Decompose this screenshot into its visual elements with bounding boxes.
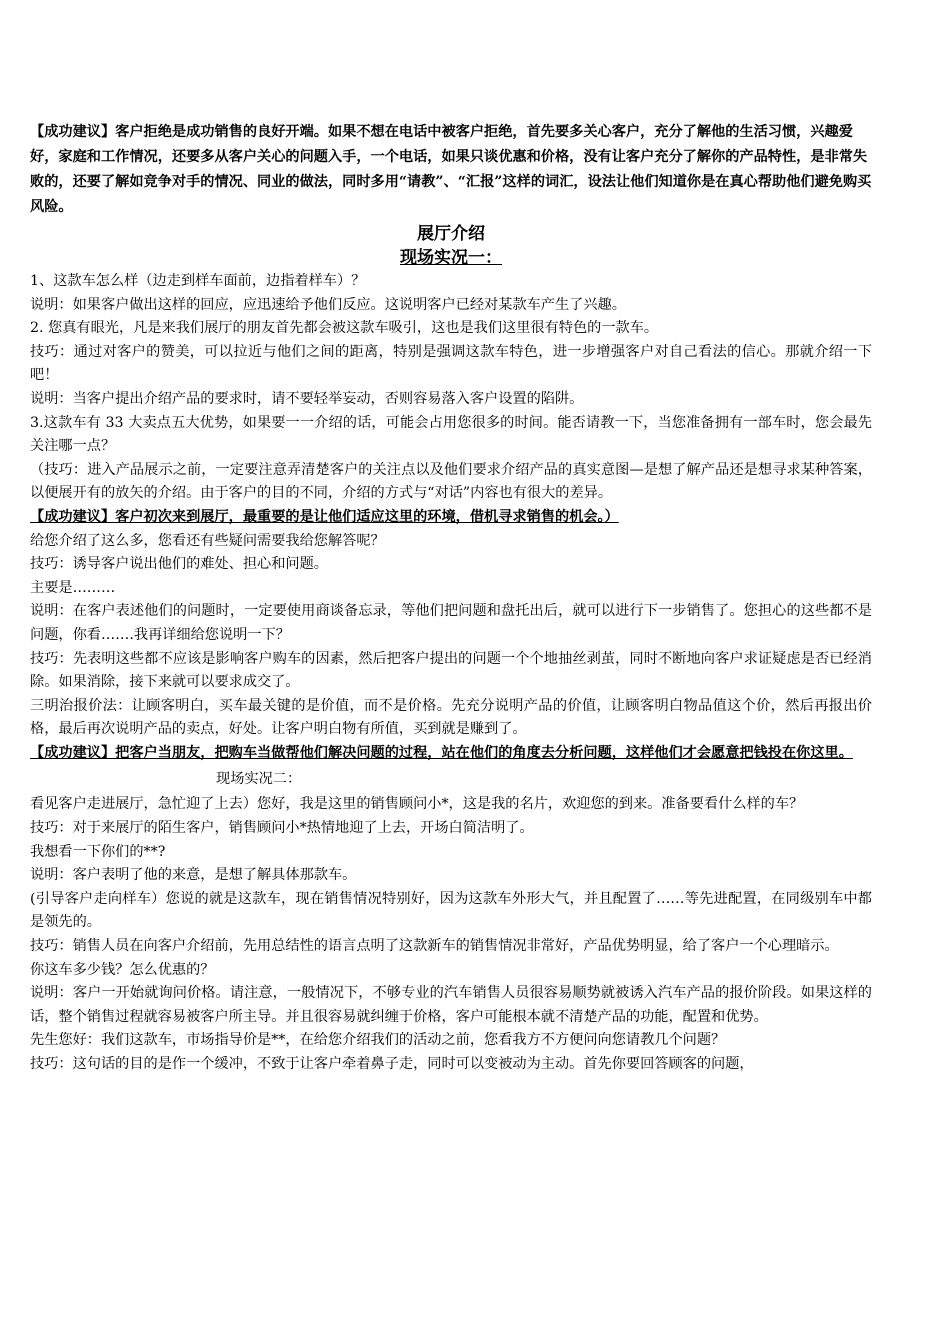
paragraph: 说明：如果客户做出这样的回应，应迅速给予他们反应。这说明客户已经对某款车产生了兴趣。 (30, 296, 626, 313)
paragraph: 先生您好：我们这款车，市场指导价是**，在给您介绍我们的活动之前，您看我方不方便问向您请教几个问题？ (30, 1032, 726, 1049)
document-page (30, 120, 872, 1077)
paragraph: 你这车多少钱？怎么优惠的？ (30, 961, 215, 978)
paragraph: 看见客户走进展厅，急忙迎了上去）您好，我是这里的销售顾问小*，这是我的名片，欢迎您的到来。准备要看什么样的车？ (30, 796, 804, 813)
intro-suggestion: 【成功建议】客户拒绝是成功销售的良好开端。如果不想在电话中被客户拒绝，首先要多关心客户，充分了解他的生活习惯，兴趣爱好，家庭和工作情况，还要多从客户关心的问题入手，一个电话，如果只谈优惠和价格，没有让客户充分了解你的产品特性，是非常失败的，还要了解如竞争对手的情况、同业的做法，同时多用“请教”、“汇报”这样的词汇，设法让他们知道你是在真心帮助他们避免购买风险。 (30, 124, 872, 215)
scene1-title-text: 现场实况一： (400, 248, 502, 268)
paragraph: 给您介绍了这么多，您看还有些疑问需要我给您解答呢？ (30, 532, 385, 549)
paragraph: 说明：客户表明了他的来意，是想了解具体那款车。 (30, 867, 357, 884)
paragraph: 主要是……… (30, 579, 116, 596)
suggestion-1 (30, 506, 872, 530)
paragraph: 我想看一下你们的**? (30, 843, 166, 860)
suggestion-label: 【成功建议】 (30, 508, 116, 525)
paragraph: 技巧：对于来展厅的陌生客户，销售顾问小*热情地迎了上去，开场白简洁明了。 (30, 820, 534, 837)
paragraph: 3.这款车有 33 大卖点五大优势，如果要一一介绍的话，可能会占用您很多的时间。能否请教一下，当您准备拥有一部车时，您会最先关注哪一点？ (30, 414, 872, 455)
paragraph: 2. 您真有眼光，凡是来我们展厅的朋友首先都会被这款车吸引，这也是我们这里很有特色的一款车。 (30, 320, 659, 337)
scene1-title (30, 246, 872, 270)
section-title: 展厅介绍 (417, 224, 485, 244)
paragraph: 技巧：诱导客户说出他们的难处、担心和问题。 (30, 556, 328, 573)
paragraph: 说明：当客户提出介绍产品的要求时，请不要轻举妄动，否则容易落入客户设置的陷阱。 (30, 390, 584, 407)
paragraph: （技巧：进入产品展示之前，一定要注意弄清楚客户的关注点以及他们要求介绍产品的真实意图—是想了解产品还是想寻求某种答案，以便展开有的放矢的介绍。由于客户的目的不同，介绍的方式与“对话”内容也有很大的差异。 (30, 461, 872, 502)
paragraph: 说明：客户一开始就询问价格。请注意，一般情况下，不够专业的汽车销售人员很容易顺势就被诱入汽车产品的报价阶段。如果这样的话，整个销售过程就容易被客户所主导。并且很容易就纠缠于价格，客户可能根本就不清楚产品的功能，配置和优势。 (30, 985, 872, 1025)
paragraph: 技巧：这句话的目的是作一个缓冲，不致于让客户牵着鼻子走，同时可以变被动为主动。首先你要回答顾客的问题， (30, 1056, 754, 1072)
paragraph: 技巧：销售人员在向客户介绍前，先用总结性的语言点明了这款新车的销售情况非常好，产品优势明显，给了客户一个心理暗示。 (30, 938, 839, 955)
paragraph: 技巧：先表明这些都不应该是影响客户购车的因素，然后把客户提出的问题一个个地抽丝剥茧，同时不断地向客户求证疑虑是否已经消除。如果消除，接下来就可以要求成交了。 (30, 650, 872, 691)
suggestion-text: 客户初次来到展厅，最重要的是让他们适应这里的环境，借机寻求销售的机会。） (115, 508, 619, 525)
paragraph: 说明：在客户表述他们的问题时，一定要使用商谈备忘录，等他们把问题和盘托出后，就可以进行下一步销售了。您担心的这些都不是问题，你看…….我再详细给您说明一下？ (30, 603, 872, 643)
paragraph: 三明治报价法：让顾客明白，买车最关键的是价值，而不是价格。先充分说明产品的价值，让顾客明白物品值这个价，然后再报出价格，最后再次说明产品的卖点，好处。让客户明白物有所值，买到就是赚到了。 (30, 697, 872, 738)
paragraph: 1、这款车怎么样（边走到样车面前，边指着样车）？ (30, 273, 366, 289)
scene2-title: 现场实况二： (216, 771, 302, 788)
paragraph: (引导客户走向样车）您说的就是这款车，现在销售情况特别好，因为这款车外形大气，并且配置了……等先进配置，在同级别车中都是领先的。 (30, 890, 872, 931)
paragraph: 技巧：通过对客户的赞美，可以拉近与他们之间的距离，特别是强调这款车特色，进一步增强客户对自己看法的信心。那就介绍一下吧！ (30, 343, 872, 384)
suggestion-2: 【成功建议】把客户当朋友，把购车当做帮他们解决问题的过程，站在他们的角度去分析问题，这样他们才会愿意把钱投在你这里。 (30, 744, 853, 761)
